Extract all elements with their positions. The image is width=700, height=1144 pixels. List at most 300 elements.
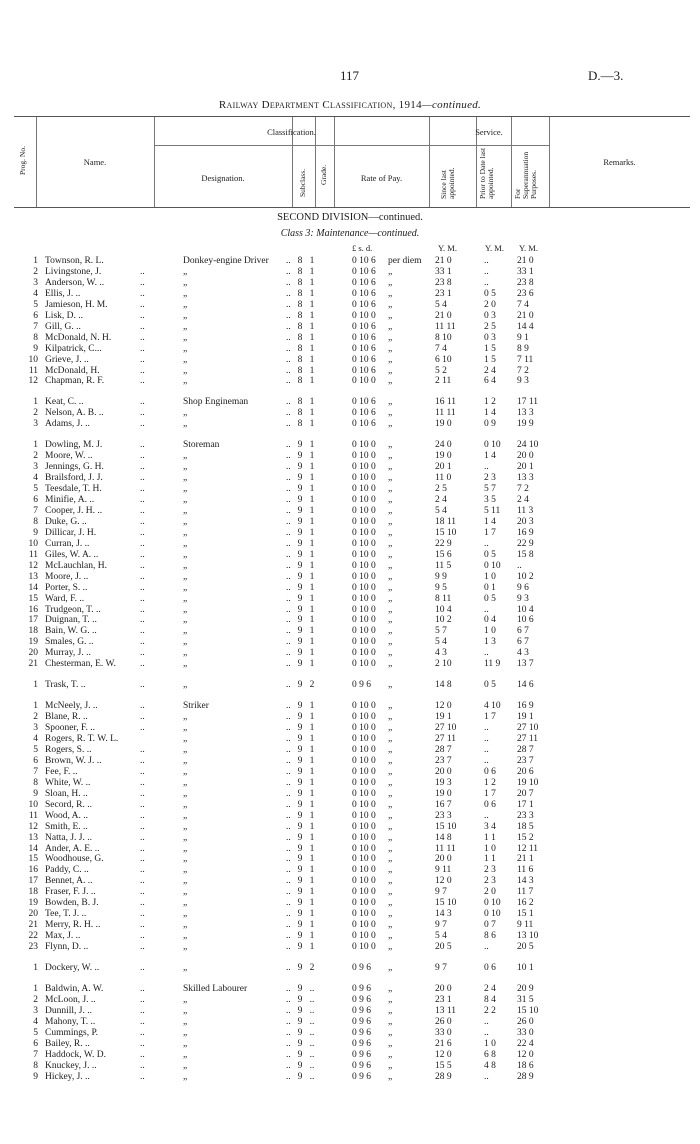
table-row — [0, 745, 700, 756]
row-designation: „ — [183, 788, 188, 799]
row-subclass: 8 — [297, 288, 303, 299]
row-name: Brown, W. J. .. — [45, 755, 102, 766]
row-subclass: 9 — [297, 1071, 303, 1082]
row-leader: .. — [140, 680, 145, 691]
row-leader: .. — [140, 1016, 145, 1027]
row-rate: 0 9 6 — [352, 963, 371, 973]
row-leader-2: .. — [286, 365, 291, 376]
row-subclass: 8 — [297, 256, 303, 266]
row-grade: 1 — [309, 256, 315, 266]
row-since-last: 23 7 — [435, 755, 452, 766]
table-row — [0, 355, 700, 366]
row-name: McNeely, J. .. — [45, 701, 98, 712]
row-subclass: 9 — [297, 451, 303, 462]
row-leader-2: .. — [286, 473, 291, 484]
row-leader-2: .. — [286, 755, 291, 766]
row-superannuation: 15 8 — [517, 549, 534, 560]
row-rate: 0 10 0 — [352, 473, 376, 484]
col-since-last: Since last appointed. — [439, 167, 456, 199]
row-grade: 1 — [309, 527, 315, 538]
row-subclass: 9 — [297, 942, 303, 953]
row-subclass: 9 — [297, 876, 303, 887]
row-grade: .. — [309, 1060, 315, 1071]
row-since-last: 8 10 — [435, 332, 452, 343]
row-prior: 6 4 — [484, 376, 496, 387]
row-leader: .. — [140, 788, 145, 799]
row-since-last: 2 10 — [435, 659, 452, 670]
row-leader-2: .. — [286, 887, 291, 898]
row-name: Dunnill, J. .. — [45, 1005, 92, 1016]
row-leader: .. — [140, 440, 145, 451]
row-subclass: 9 — [297, 898, 303, 909]
row-name: Grieve, J. .. — [45, 354, 89, 365]
row-prior: 0 5 — [484, 680, 496, 691]
row-grade: 1 — [309, 637, 315, 648]
row-prior: .. — [484, 462, 489, 473]
row-subclass: 9 — [297, 712, 303, 723]
row-number: 14 — [28, 582, 38, 593]
table-row — [0, 594, 700, 605]
row-subclass: 9 — [297, 593, 303, 604]
row-rate-unit: „ — [388, 648, 393, 659]
row-number: 1 — [33, 680, 38, 691]
row-rate: 0 10 0 — [352, 451, 376, 462]
row-name: Woodhouse, G. — [45, 854, 104, 865]
row-designation: „ — [183, 637, 188, 648]
row-superannuation: 17 1 — [517, 799, 534, 810]
title-suffix: —continued. — [421, 99, 482, 111]
row-number: 9 — [33, 788, 38, 799]
row-grade: .. — [309, 994, 315, 1005]
row-designation: Storeman — [183, 440, 220, 451]
row-leader-2: .. — [286, 505, 291, 516]
col-name: Name. — [83, 157, 107, 167]
row-rate: 0 10 0 — [352, 549, 376, 560]
row-number: 1 — [33, 701, 38, 712]
row-leader-2: .. — [286, 604, 291, 615]
page-code: D.—3. — [588, 68, 624, 83]
table-row — [0, 942, 700, 953]
row-superannuation: 2 4 — [517, 495, 529, 505]
row-rate-unit: „ — [388, 419, 393, 430]
row-superannuation: 16 9 — [517, 701, 534, 712]
row-rate-unit: „ — [388, 1016, 393, 1027]
row-leader-2: .. — [286, 931, 291, 942]
row-grade: 1 — [309, 854, 315, 865]
row-rate: 0 10 0 — [352, 843, 376, 854]
row-since-last: 15 10 — [435, 527, 457, 538]
row-number: 1 — [33, 983, 38, 994]
row-number: 1 — [33, 963, 38, 973]
row-designation: „ — [183, 288, 188, 299]
row-leader-2: .. — [286, 723, 291, 734]
row-subclass: 9 — [297, 440, 303, 451]
row-superannuation: 23 8 — [517, 277, 534, 288]
row-rate-unit: „ — [388, 788, 393, 799]
row-rate: 0 9 6 — [352, 1049, 371, 1060]
row-superannuation: 24 10 — [517, 440, 539, 451]
row-name: Anderson, W. .. — [45, 277, 105, 288]
row-superannuation: 10 2 — [517, 571, 534, 582]
row-name: Lisk, D. .. — [45, 310, 83, 321]
table-row — [0, 1039, 700, 1050]
row-name: Sloan, H. .. — [45, 788, 88, 799]
row-rate: 0 10 0 — [352, 484, 376, 495]
row-name: Cummings, P. — [45, 1027, 99, 1038]
row-since-last: 21 0 — [435, 310, 452, 321]
row-number: 6 — [33, 755, 38, 766]
row-leader-2: .. — [286, 766, 291, 777]
row-rate: 0 10 0 — [352, 615, 376, 626]
row-number: 1 — [33, 256, 38, 266]
row-name: Natta, J. J. .. — [45, 832, 92, 843]
row-designation: „ — [183, 266, 188, 277]
row-designation: „ — [183, 1060, 188, 1071]
row-since-last: 5 7 — [435, 626, 447, 637]
row-superannuation: 13 3 — [517, 473, 534, 484]
row-prior: .. — [484, 604, 489, 615]
row-leader-2: .. — [286, 777, 291, 788]
row-since-last: 11 11 — [435, 843, 456, 854]
row-designation: „ — [183, 821, 188, 832]
row-grade: 1 — [309, 604, 315, 615]
row-subclass: 9 — [297, 854, 303, 865]
row-subclass: 9 — [297, 516, 303, 527]
row-grade: 1 — [309, 462, 315, 473]
row-superannuation: 21 1 — [517, 854, 534, 865]
row-rate: 0 9 6 — [352, 1027, 371, 1038]
row-superannuation: 10 1 — [517, 963, 534, 973]
row-prior: .. — [484, 266, 489, 277]
row-since-last: 18 11 — [435, 516, 457, 527]
row-prior: 8 4 — [484, 994, 496, 1005]
row-since-last: 9 11 — [435, 865, 452, 876]
row-name: Smales, G. .. — [45, 637, 94, 648]
row-since-last: 28 9 — [435, 1071, 452, 1082]
row-leader-2: .. — [286, 920, 291, 931]
row-grade: 1 — [309, 766, 315, 777]
row-rate-unit: „ — [388, 909, 393, 920]
table-row — [0, 876, 700, 887]
row-designation: Donkey-engine Driver — [183, 256, 269, 266]
row-rate-unit: „ — [388, 397, 393, 408]
row-superannuation: 21 0 — [517, 256, 534, 266]
row-designation: „ — [183, 354, 188, 365]
row-rate: 0 9 6 — [352, 983, 371, 994]
row-number: 15 — [28, 593, 38, 604]
row-superannuation: 12 11 — [517, 843, 539, 854]
row-since-last: 27 11 — [435, 734, 457, 744]
row-subclass: 9 — [297, 462, 303, 473]
row-since-last: 5 4 — [435, 505, 447, 516]
row-name: Fraser, F. J. .. — [45, 887, 96, 898]
row-rate: 0 10 0 — [352, 734, 376, 744]
row-rate: 0 10 0 — [352, 310, 376, 321]
row-leader-2: .. — [286, 397, 291, 408]
row-rate: 0 10 0 — [352, 799, 376, 810]
row-designation: „ — [183, 365, 188, 376]
row-designation: „ — [183, 777, 188, 788]
row-rate: 0 10 0 — [352, 593, 376, 604]
row-grade: .. — [309, 1038, 315, 1049]
row-prior: 2 3 — [484, 876, 496, 887]
row-number: 14 — [28, 843, 38, 854]
row-rate: 0 10 0 — [352, 440, 376, 451]
row-number: 21 — [28, 659, 38, 670]
row-rate: 0 10 0 — [352, 876, 376, 887]
row-rate-unit: „ — [388, 887, 393, 898]
row-rate-unit: „ — [388, 1005, 393, 1016]
row-number: 3 — [33, 1005, 38, 1016]
row-since-last: 9 9 — [435, 571, 447, 582]
row-leader-2: .. — [286, 343, 291, 354]
table-row — [0, 278, 700, 289]
row-rate-unit: „ — [388, 898, 393, 909]
row-prior: 0 6 — [484, 799, 496, 810]
row-name: Haddock, W. D. — [45, 1049, 106, 1060]
row-name: Flynn, D. .. — [45, 942, 89, 953]
row-subclass: 9 — [297, 473, 303, 484]
row-grade: 1 — [309, 495, 315, 505]
row-leader: .. — [140, 571, 145, 582]
row-designation: „ — [183, 920, 188, 931]
row-superannuation: 11 3 — [517, 505, 534, 516]
row-rate: 0 10 6 — [352, 277, 376, 288]
row-prior: 1 7 — [484, 788, 496, 799]
row-grade: 1 — [309, 473, 315, 484]
row-designation: „ — [183, 1027, 188, 1038]
row-number: 6 — [33, 1038, 38, 1049]
row-since-last: 23 1 — [435, 994, 452, 1005]
row-prior: .. — [484, 942, 489, 953]
table-row — [0, 1061, 700, 1072]
row-rate-unit: „ — [388, 310, 393, 321]
row-designation: „ — [183, 810, 188, 821]
row-grade: .. — [309, 1016, 315, 1027]
row-prior: 0 3 — [484, 332, 496, 343]
row-leader: .. — [140, 288, 145, 299]
row-designation: „ — [183, 571, 188, 582]
row-subclass: 9 — [297, 1060, 303, 1071]
row-superannuation: 14 3 — [517, 876, 534, 887]
row-prior: 0 3 — [484, 310, 496, 321]
row-superannuation: 17 11 — [517, 397, 539, 408]
row-rate-unit: „ — [388, 865, 393, 876]
row-prior: .. — [484, 755, 489, 766]
row-rate: 0 10 0 — [352, 516, 376, 527]
class-suffix: —continued. — [368, 228, 420, 239]
row-since-last: 5 4 — [435, 931, 447, 942]
row-subclass: 9 — [297, 1049, 303, 1060]
class-prefix: Class 3: — [280, 228, 314, 239]
row-since-last: 6 10 — [435, 354, 452, 365]
row-designation: „ — [183, 376, 188, 387]
row-since-last: 33 0 — [435, 1027, 452, 1038]
row-rate-unit: „ — [388, 680, 393, 691]
row-since-last: 5 4 — [435, 299, 447, 310]
row-leader-2: .. — [286, 680, 291, 691]
row-superannuation: 33 0 — [517, 1027, 534, 1038]
row-subclass: 9 — [297, 1027, 303, 1038]
row-prior: 5 11 — [484, 505, 501, 516]
row-leader: .. — [140, 332, 145, 343]
row-grade: 1 — [309, 560, 315, 571]
row-leader-2: .. — [286, 843, 291, 854]
row-name: White, W. .. — [45, 777, 91, 788]
table-row — [0, 267, 700, 278]
row-since-last: 20 0 — [435, 983, 452, 994]
row-since-last: 5 4 — [435, 637, 447, 648]
row-leader: .. — [140, 810, 145, 821]
row-subclass: 9 — [297, 843, 303, 854]
row-leader-2: .. — [286, 1027, 291, 1038]
row-number: 9 — [33, 343, 38, 354]
row-superannuation: 11 6 — [517, 865, 534, 876]
row-since-last: 23 1 — [435, 288, 452, 299]
row-number: 10 — [28, 538, 38, 549]
row-name: Minifie, A. .. — [45, 495, 95, 505]
row-prior: 1 0 — [484, 626, 496, 637]
row-prior: 1 5 — [484, 354, 496, 365]
table-row — [0, 800, 700, 811]
row-leader-2: .. — [286, 734, 291, 744]
row-since-last: 15 10 — [435, 821, 457, 832]
row-leader-2: .. — [286, 821, 291, 832]
row-number: 17 — [28, 615, 38, 626]
row-grade: 1 — [309, 701, 315, 712]
row-superannuation: 23 7 — [517, 755, 534, 766]
row-grade: 1 — [309, 648, 315, 659]
row-rate-unit: „ — [388, 376, 393, 387]
row-designation: „ — [183, 744, 188, 755]
col-designation: Designation. — [201, 173, 245, 183]
row-since-last: 16 11 — [435, 397, 457, 408]
row-since-last: 19 1 — [435, 712, 452, 723]
row-prior: .. — [484, 277, 489, 288]
row-subclass: 9 — [297, 766, 303, 777]
table-row — [0, 397, 700, 408]
row-leader-2: .. — [286, 1016, 291, 1027]
table-row — [0, 865, 700, 876]
row-name: Duignan, T. .. — [45, 615, 97, 626]
page-title — [0, 99, 700, 111]
table-row — [0, 822, 700, 833]
row-since-last: 23 8 — [435, 277, 452, 288]
units-since: Y. M. — [438, 243, 457, 253]
row-since-last: 5 2 — [435, 365, 447, 376]
row-name: Chapman, R. F. — [45, 376, 105, 387]
row-name: Teesdale, T. H. — [45, 484, 102, 495]
table-row — [0, 333, 700, 344]
row-rate-unit: „ — [388, 593, 393, 604]
row-name: Bowden, B. J. — [45, 898, 99, 909]
table-row — [0, 344, 700, 355]
row-leader-2: .. — [286, 288, 291, 299]
row-subclass: 9 — [297, 983, 303, 994]
row-designation: „ — [183, 321, 188, 332]
row-grade: 1 — [309, 909, 315, 920]
row-designation: „ — [183, 755, 188, 766]
row-rate: 0 10 0 — [352, 626, 376, 637]
row-subclass: 9 — [297, 788, 303, 799]
row-rate: 0 10 6 — [352, 332, 376, 343]
row-rate: 0 10 0 — [352, 701, 376, 712]
row-name: Giles, W. A. .. — [45, 549, 99, 560]
row-leader-2: .. — [286, 810, 291, 821]
row-name: Moore, W. .. — [45, 451, 93, 462]
col-prior-to: Prior to Date last appointed. — [478, 147, 495, 199]
row-subclass: 9 — [297, 701, 303, 712]
row-rate-unit: „ — [388, 604, 393, 615]
row-prior: 4 8 — [484, 1060, 496, 1071]
title-main: Railway Department Classification, 1914 — [218, 99, 422, 111]
row-number: 5 — [33, 1027, 38, 1038]
row-grade: 1 — [309, 876, 315, 887]
row-rate: 0 10 6 — [352, 299, 376, 310]
row-leader-2: .. — [286, 1049, 291, 1060]
row-designation: „ — [183, 1005, 188, 1016]
row-superannuation: 13 3 — [517, 408, 534, 419]
row-rate-unit: „ — [388, 843, 393, 854]
row-rate: 0 10 0 — [352, 821, 376, 832]
row-number: 8 — [33, 1060, 38, 1071]
row-number: 8 — [33, 777, 38, 788]
table-row — [0, 767, 700, 778]
row-since-last: 14 8 — [435, 680, 452, 691]
row-since-last: 7 4 — [435, 343, 447, 354]
row-prior: 1 5 — [484, 343, 496, 354]
table-row — [0, 789, 700, 800]
row-rate-unit: „ — [388, 832, 393, 843]
row-superannuation: 10 4 — [517, 604, 534, 615]
row-designation: „ — [183, 538, 188, 549]
row-number: 17 — [28, 876, 38, 887]
table-row — [0, 811, 700, 822]
row-prior: 0 6 — [484, 963, 496, 973]
row-prior: 1 3 — [484, 637, 496, 648]
row-number: 9 — [33, 1071, 38, 1082]
row-subclass: 8 — [297, 376, 303, 387]
row-grade: 1 — [309, 451, 315, 462]
row-subclass: 9 — [297, 659, 303, 670]
row-prior: 1 0 — [484, 571, 496, 582]
row-name: Curran, J. .. — [45, 538, 90, 549]
row-prior: 1 2 — [484, 397, 496, 408]
row-superannuation: 23 3 — [517, 810, 534, 821]
row-number: 8 — [33, 332, 38, 343]
row-prior: 2 4 — [484, 983, 496, 994]
row-leader-2: .. — [286, 744, 291, 755]
row-superannuation: 10 6 — [517, 615, 534, 626]
row-rate-unit: „ — [388, 1038, 393, 1049]
row-subclass: 9 — [297, 931, 303, 942]
row-leader-2: .. — [286, 484, 291, 495]
row-grade: 1 — [309, 734, 315, 744]
row-since-last: 9 5 — [435, 582, 447, 593]
row-superannuation: 22 9 — [517, 538, 534, 549]
row-leader-2: .. — [286, 593, 291, 604]
row-leader: .. — [140, 310, 145, 321]
table-row — [0, 931, 700, 942]
row-leader: .. — [140, 994, 145, 1005]
row-designation: „ — [183, 680, 188, 691]
row-rate-unit: „ — [388, 1071, 393, 1082]
row-designation: „ — [183, 516, 188, 527]
table-row — [0, 289, 700, 300]
row-superannuation: 18 5 — [517, 821, 534, 832]
row-leader-2: .. — [286, 1060, 291, 1071]
row-designation: „ — [183, 582, 188, 593]
